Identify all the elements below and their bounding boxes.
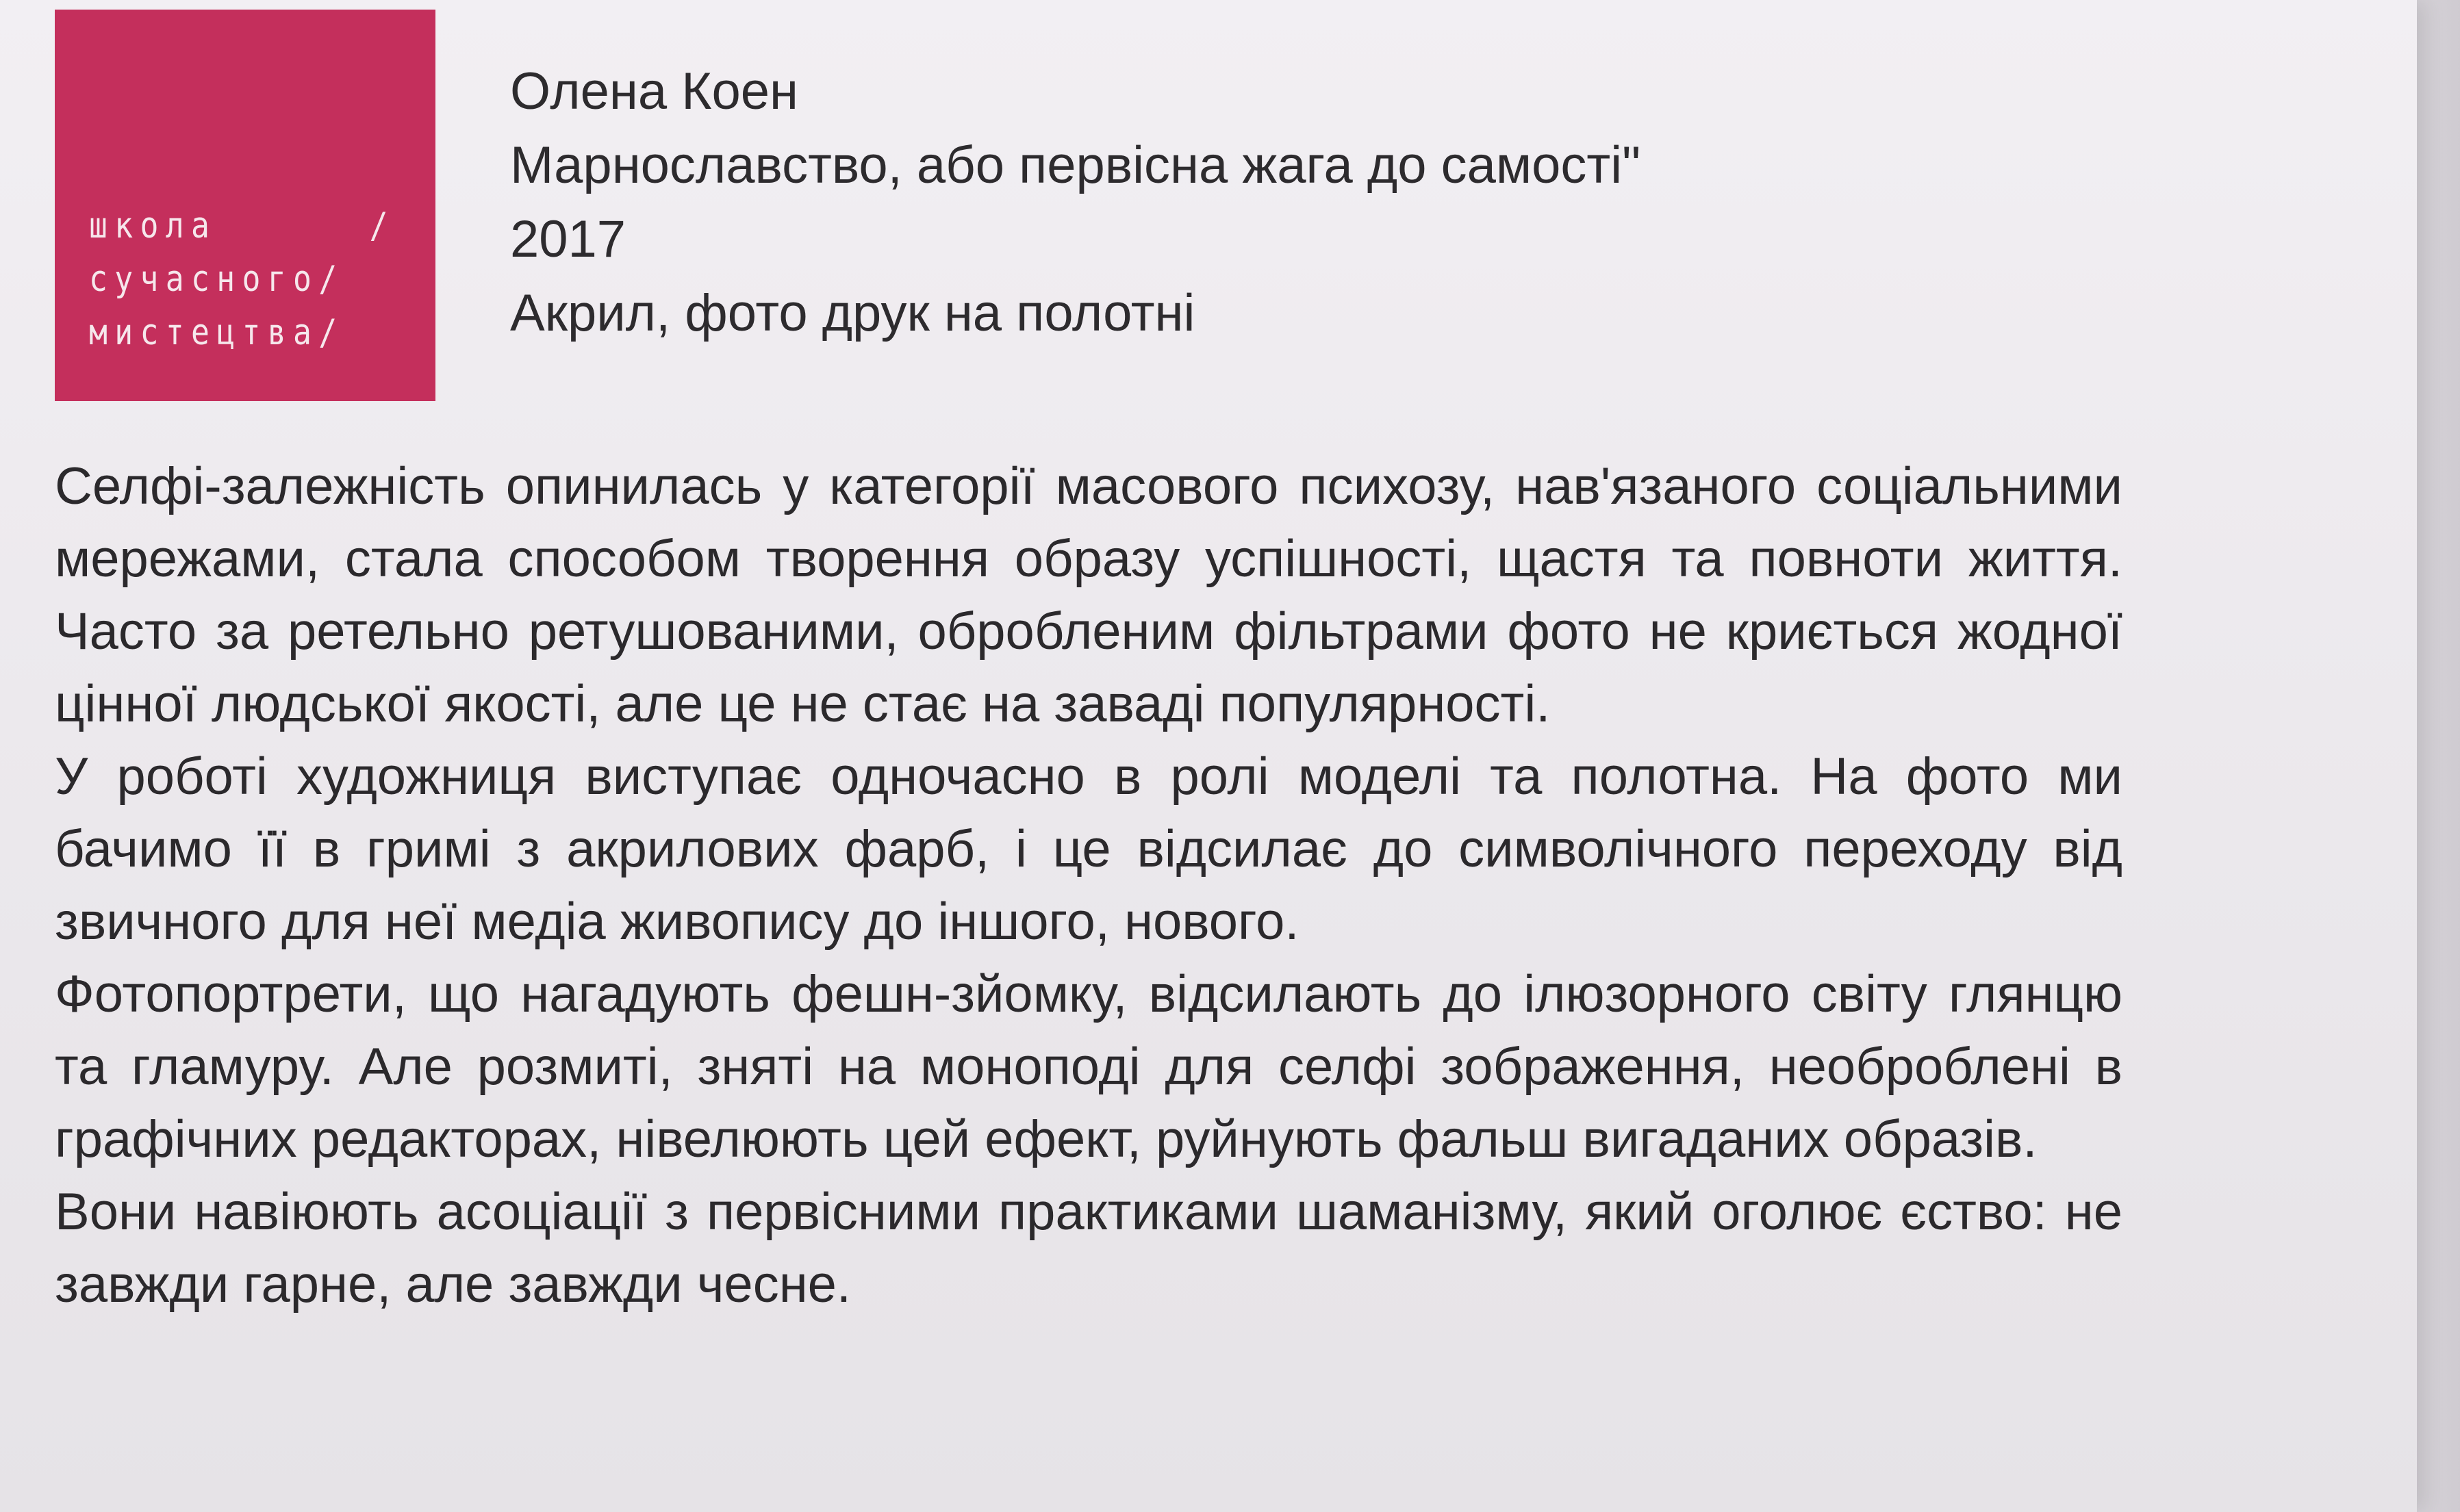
description-paragraph-1: Селфі-залежність опинилась у категорії масового психозу, нав'язаного соціальними мережами, стала способом творення образу успішності, щастя та повноти життя. Часто за ретельно ретушованими, обробленим фільтрами фото не криється жодної цінної людської якості, але це не стає на заваді популярності. <box>55 457 2122 733</box>
logo-text-line-3: мистецтва/ <box>89 312 344 353</box>
logo-text-line-2: сучасного/ <box>89 259 344 300</box>
artwork-description <box>55 450 2122 1321</box>
school-logo <box>55 10 435 401</box>
description-paragraph-2: У роботі художниця виступає одночасно в ролі моделі та полотна. На фото ми бачимо її в гримі з акрилових фарб, і це відсилає до символічного переходу від звичного для неї медіа живопису до іншого, нового. <box>55 747 2122 951</box>
artwork-year: 2017 <box>510 210 626 268</box>
artwork-medium: Акрил, фото друк на полотні <box>510 284 1195 342</box>
artwork-meta <box>510 55 1640 350</box>
artwork-title: Марнославство, або первісна жага до самості" <box>510 136 1641 194</box>
description-paragraph-3: Фотопортрети, що нагадують фешн-зйомку, відсилають до ілюзорного світу глянцю та гламуру. Але розмиті, зняті на моноподі для селфі зображення, необроблені в графічних редакторах, нівелюють цей ефект, руйнують фальш вигаданих образів. <box>55 965 2122 1168</box>
description-paragraph-4: Вони навіюють асоціації з первісними практиками шаманізму, який оголює єство: не завжди гарне, але завжди чесне. <box>55 1183 2122 1314</box>
artist-name: Олена Коен <box>510 62 799 120</box>
logo-text-line-1: школа / <box>89 205 395 246</box>
